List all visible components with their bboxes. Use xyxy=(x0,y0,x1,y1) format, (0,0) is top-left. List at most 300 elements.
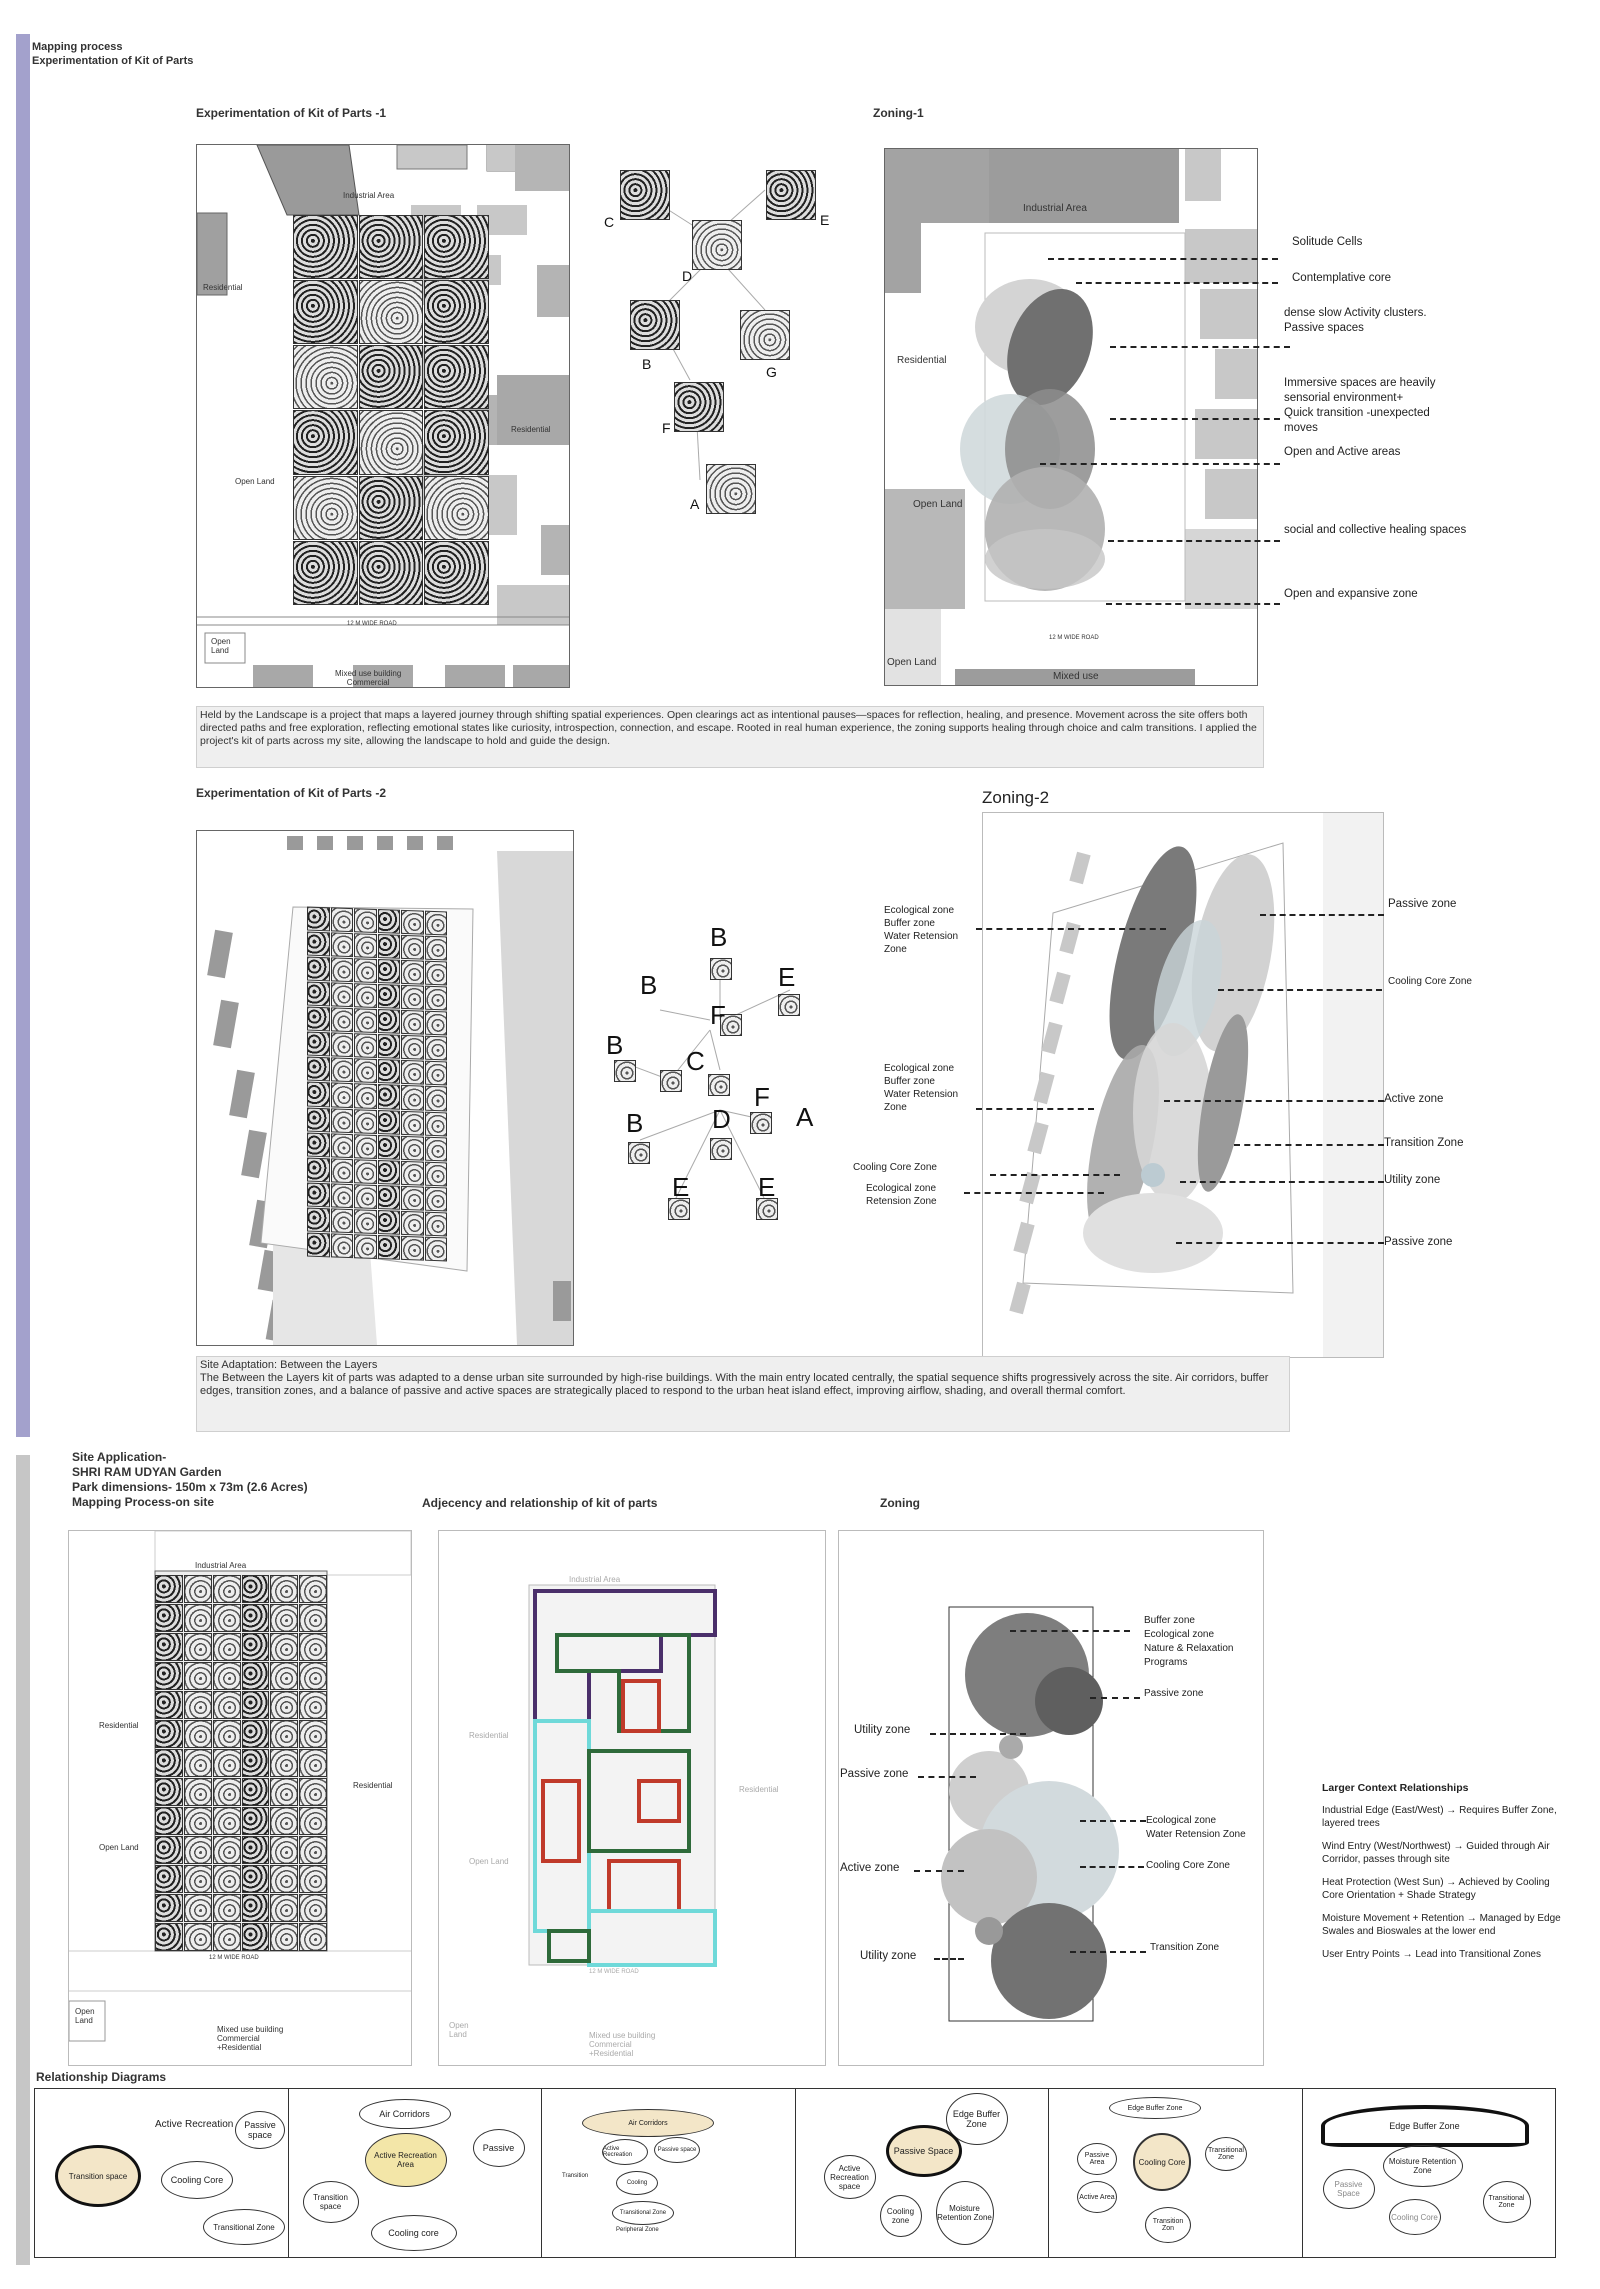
kit1-tile xyxy=(359,345,424,409)
pattern-tile xyxy=(401,960,424,985)
zoning1-label-expansive: Open and expansive zone xyxy=(1284,588,1418,600)
zoning3-leader xyxy=(914,1870,964,1872)
pattern-tile xyxy=(425,911,448,936)
kit2-site-plan xyxy=(196,830,574,1346)
pattern-tile xyxy=(378,909,401,934)
pattern-tile xyxy=(213,1923,241,1951)
kit1-tile xyxy=(293,215,358,279)
zoning1-leader xyxy=(1110,346,1290,348)
pattern-tile xyxy=(155,1836,183,1864)
kit1-tile xyxy=(359,541,424,605)
pattern-tile xyxy=(242,1778,270,1806)
kit1-part-f xyxy=(674,382,724,432)
pattern-tile xyxy=(213,1604,241,1632)
pattern-tile xyxy=(184,1662,212,1690)
site-mapping-residential-right: Residential xyxy=(353,1781,393,1790)
rd5-transition: Transition Zon xyxy=(1145,2207,1191,2243)
pattern-tile xyxy=(184,1923,212,1951)
pattern-tile xyxy=(242,1749,270,1777)
kit1-letter-c: C xyxy=(604,214,615,230)
zoning1-label-immersive: Immersive spaces are heavily sensorial environment+ Quick transition -unexpected moves xyxy=(1284,377,1436,434)
pattern-tile xyxy=(378,1235,401,1260)
pattern-tile xyxy=(242,1836,270,1864)
kit2-letter: B xyxy=(606,1030,624,1060)
pattern-tile xyxy=(307,1182,330,1207)
context-item: Heat Protection (West Sun) → Achieved by Cooling Core Orientation + Shade Strategy xyxy=(1322,1877,1550,1901)
pattern-tile xyxy=(378,934,401,959)
pattern-tile xyxy=(331,932,354,957)
pattern-tile xyxy=(331,983,354,1008)
accent-bar-bottom xyxy=(16,1455,30,2265)
zoning1-leader xyxy=(1110,418,1280,420)
pattern-tile xyxy=(270,1778,298,1806)
rd2-air: Air Corridors xyxy=(359,2099,451,2129)
zoning3-leader xyxy=(930,1733,1026,1735)
pattern-tile xyxy=(307,982,330,1007)
pattern-tile xyxy=(331,1033,354,1058)
kit2-part xyxy=(660,1070,682,1092)
adjacency-openland-bottom: Open Land xyxy=(449,2021,469,2039)
site-app-mapping-title: Mapping Process-on site xyxy=(72,1495,215,1509)
zoning1-label-dense: dense slow Activity clusters. Passive spaces xyxy=(1284,307,1427,334)
kit2-part xyxy=(710,1138,732,1160)
kit1-letter-a: A xyxy=(690,496,700,512)
pattern-tile xyxy=(155,1923,183,1951)
zoning2-leader xyxy=(976,1108,1094,1110)
zoning2-leader xyxy=(976,928,1166,930)
adjacency-drawing xyxy=(439,1531,825,2065)
pattern-tile xyxy=(242,1691,270,1719)
pattern-tile xyxy=(307,1107,330,1132)
pattern-tile xyxy=(213,1778,241,1806)
pattern-tile xyxy=(155,1662,183,1690)
context-item: User Entry Points → Lead into Transitional Zones xyxy=(1322,1949,1541,1960)
kit1-tile xyxy=(359,410,424,474)
zoning1-label-contemplative: Contemplative core xyxy=(1292,272,1392,284)
pattern-tile xyxy=(425,1061,448,1086)
zoning2-leader xyxy=(1164,1100,1384,1102)
zoning3-right-label: Cooling Core Zone xyxy=(1146,1860,1230,1871)
zoning2-left-label: Cooling Core Zone xyxy=(853,1162,937,1173)
kit2-part xyxy=(710,958,732,980)
pattern-tile xyxy=(213,1807,241,1835)
pattern-tile xyxy=(425,1237,448,1262)
pattern-tile xyxy=(354,1209,377,1234)
zoning3-right-label: Passive zone xyxy=(1144,1688,1204,1699)
zoning1-openland-label: Open Land xyxy=(913,499,963,510)
zoning2-right-label: Passive zone xyxy=(1388,898,1457,910)
pattern-tile xyxy=(299,1575,327,1603)
pattern-tile xyxy=(184,1633,212,1661)
pattern-tile xyxy=(378,984,401,1009)
zoning1-openland-bottom-label: Open Land xyxy=(887,657,937,668)
pattern-tile xyxy=(354,1008,377,1033)
pattern-tile xyxy=(184,1749,212,1777)
site-mapping-plan xyxy=(68,1530,412,2066)
pattern-tile xyxy=(270,1662,298,1690)
pattern-tile xyxy=(242,1720,270,1748)
kit1-mixed-label: Mixed use building Commercial xyxy=(335,669,402,687)
pattern-tile xyxy=(354,958,377,983)
kit2-letter: F xyxy=(710,1000,726,1030)
pattern-tile xyxy=(155,1865,183,1893)
kit1-road-label: 12 M WIDE ROAD xyxy=(347,621,397,627)
zoning3-right-label: Ecological zone Water Retension Zone xyxy=(1146,1815,1246,1840)
site-mapping-residential-left: Residential xyxy=(99,1721,139,1730)
zoning3-left-label: Active zone xyxy=(840,1862,900,1874)
zoning2-leader xyxy=(964,1192,1104,1194)
kit1-industrial-label: Industrial Area xyxy=(343,191,395,200)
pattern-tile xyxy=(378,1034,401,1059)
zoning3-title: Zoning xyxy=(880,1496,920,1510)
rd6-edge: Edge Buffer Zone xyxy=(1321,2105,1529,2147)
pattern-tile xyxy=(270,1691,298,1719)
pattern-tile xyxy=(401,985,424,1010)
kit2-letter: C xyxy=(686,1046,705,1076)
pattern-tile xyxy=(213,1836,241,1864)
kit1-tile xyxy=(424,215,489,279)
site-mapping-mixed: Mixed use building Commercial +Residential xyxy=(217,2025,284,2052)
pattern-tile xyxy=(213,1720,241,1748)
kit2-letter: A xyxy=(796,1102,814,1132)
rd6-cooling: Cooling Core xyxy=(1389,2199,1441,2235)
kit2-letter: F xyxy=(754,1082,770,1112)
pattern-tile xyxy=(307,1007,330,1032)
pattern-tile xyxy=(299,1720,327,1748)
pattern-tile xyxy=(354,1159,377,1184)
kit1-tile xyxy=(293,541,358,605)
kit1-part-g xyxy=(740,310,790,360)
rd3-cooling: Cooling xyxy=(616,2171,658,2195)
zoning3-leader xyxy=(1010,1630,1130,1632)
kit1-tile xyxy=(359,215,424,279)
zoning3-plan xyxy=(838,1530,1264,2066)
pattern-tile xyxy=(307,1057,330,1082)
pattern-tile xyxy=(401,1161,424,1186)
adjacency-plan xyxy=(438,1530,826,2066)
pattern-tile xyxy=(270,1865,298,1893)
rd2-active: Active Recreation Area xyxy=(365,2133,447,2187)
pattern-tile xyxy=(270,1720,298,1748)
kit1-part-c xyxy=(620,170,670,220)
pattern-tile xyxy=(299,1836,327,1864)
pattern-tile xyxy=(155,1575,183,1603)
pattern-tile xyxy=(184,1894,212,1922)
pattern-tile xyxy=(307,1132,330,1157)
kit2-part xyxy=(628,1142,650,1164)
pattern-tile xyxy=(155,1691,183,1719)
zoning1-title: Zoning-1 xyxy=(873,106,924,120)
context-panel xyxy=(1322,1782,1562,1961)
pattern-tile xyxy=(299,1749,327,1777)
relationship-diagram-1 xyxy=(35,2089,289,2257)
pattern-tile xyxy=(425,1086,448,1111)
rd1-transition: Transition space xyxy=(55,2145,141,2207)
relationship-diagram-5 xyxy=(1049,2089,1303,2257)
pattern-tile xyxy=(401,1035,424,1060)
pattern-tile xyxy=(270,1923,298,1951)
kit1-part-d xyxy=(692,220,742,270)
pattern-tile xyxy=(155,1894,183,1922)
pattern-tile xyxy=(155,1604,183,1632)
pattern-tile xyxy=(354,1059,377,1084)
adjacency-residential-left: Residential xyxy=(469,1731,509,1740)
pattern-tile xyxy=(378,1009,401,1034)
pattern-tile xyxy=(331,1158,354,1183)
pattern-tile xyxy=(307,1207,330,1232)
zoning1-label-open-active: Open and Active areas xyxy=(1284,446,1401,458)
rd5-transitional: Transitional Zone xyxy=(1205,2137,1247,2171)
pattern-tile xyxy=(331,1008,354,1033)
zoning1-leader xyxy=(1108,540,1280,542)
pattern-tile xyxy=(184,1604,212,1632)
kit1-tile xyxy=(424,280,489,344)
header-line-1: Mapping process xyxy=(32,41,123,53)
description-1: Held by the Landscape is a project that maps a layered journey through shifting spatial experiences. Open clearings act as intentional pauses—spaces for reflection, healing, and presence. Movement across the site offers both directed paths and free exploration, reflecting emotional states like curiosity, introspection, connection, and escape. Rooted in real human experience, the zoning supports healing through choice and calm transitions. I applied the project's kit of parts across my site, allowing the landscape to hold and guide the design. xyxy=(196,706,1264,768)
kit1-letter-e: E xyxy=(820,212,830,228)
pattern-tile xyxy=(307,1032,330,1057)
kit2-part xyxy=(750,1112,772,1134)
pattern-tile xyxy=(184,1778,212,1806)
pattern-tile xyxy=(155,1749,183,1777)
rd3-peripheral: Peripheral Zone xyxy=(616,2227,659,2233)
relationship-diagram-3 xyxy=(542,2089,796,2257)
pattern-tile xyxy=(425,1212,448,1237)
pattern-tile xyxy=(378,1210,401,1235)
pattern-tile xyxy=(378,1135,401,1160)
kit1-tile xyxy=(293,410,358,474)
zoning3-leader xyxy=(1080,1866,1144,1868)
relationship-title: Relationship Diagrams xyxy=(36,2070,167,2084)
kit1-letter-d: D xyxy=(682,268,693,284)
zoning2-leader xyxy=(1234,1144,1384,1146)
rd6-moisture: Moisture Retention Zone xyxy=(1383,2145,1463,2187)
pattern-tile xyxy=(155,1633,183,1661)
rd4-edge: Edge Buffer Zone xyxy=(946,2093,1008,2145)
pattern-tile xyxy=(155,1807,183,1835)
zoning2-leader xyxy=(1180,1181,1384,1183)
pattern-tile xyxy=(401,1010,424,1035)
zoning3-right-label: Buffer zone Ecological zone Nature & Relaxation Programs xyxy=(1144,1615,1234,1668)
kit2-texture-grid xyxy=(307,907,447,1262)
kit1-tile xyxy=(359,280,424,344)
pattern-tile xyxy=(299,1778,327,1806)
zoning3-left-label: Utility zone xyxy=(860,1950,917,1962)
kit1-letter-f: F xyxy=(662,420,671,436)
pattern-tile xyxy=(354,1234,377,1259)
adjacency-residential-right: Residential xyxy=(739,1785,779,1794)
rd1-cooling: Cooling Core xyxy=(161,2161,233,2199)
zoning2-left-label: Ecological zone Buffer zone Water Retension Zone xyxy=(884,905,959,955)
description-2: Site Adaptation: Between the Layers The Between the Layers kit of parts was adapted to a dense urban site surrounded by high-rise buildings. With the main entry located centrally, the spatial sequence shifts progressively across the site. Air corridors, buffer edges, transition zones, and a balance of passive and active spaces are strategically placed to respond to the urban heat island effect, improving airflow, shading, and overall thermal comfort. xyxy=(196,1356,1290,1432)
pattern-tile xyxy=(425,961,448,986)
pattern-tile xyxy=(354,1109,377,1134)
pattern-tile xyxy=(331,907,354,932)
pattern-tile xyxy=(425,1186,448,1211)
zoning2-right-label: Transition Zone xyxy=(1384,1137,1464,1149)
rd3-passive: Passive space xyxy=(654,2137,700,2163)
pattern-tile xyxy=(378,1185,401,1210)
zoning2-drawing xyxy=(983,813,1383,1357)
pattern-tile xyxy=(213,1749,241,1777)
zoning2-leader xyxy=(1176,1242,1384,1244)
pattern-tile xyxy=(378,1059,401,1084)
pattern-tile xyxy=(307,907,330,932)
rd6-passive: Passive Space xyxy=(1323,2169,1375,2209)
pattern-tile xyxy=(331,1058,354,1083)
rd5-edge: Edge Buffer Zone xyxy=(1109,2097,1201,2119)
pattern-tile xyxy=(270,1749,298,1777)
kit1-part-e xyxy=(766,170,816,220)
relationship-strip xyxy=(34,2088,1556,2258)
pattern-tile xyxy=(299,1691,327,1719)
pattern-tile xyxy=(354,908,377,933)
rd4-passive: Passive Space xyxy=(886,2125,962,2177)
pattern-tile xyxy=(270,1836,298,1864)
pattern-tile xyxy=(331,1233,354,1258)
pattern-tile xyxy=(331,1083,354,1108)
pattern-tile xyxy=(299,1894,327,1922)
context-item: Moisture Movement + Retention → Managed by Edge Swales and Bioswales at the lower end xyxy=(1322,1913,1561,1937)
kit1-texture-grid xyxy=(293,215,489,605)
zoning2-leader xyxy=(1260,914,1384,916)
pattern-tile xyxy=(242,1807,270,1835)
pattern-tile xyxy=(270,1575,298,1603)
pattern-tile xyxy=(331,1133,354,1158)
accent-bar-top xyxy=(16,34,30,1437)
pattern-tile xyxy=(270,1807,298,1835)
relationship-diagram-6 xyxy=(1303,2089,1556,2257)
rd2-passive: Passive xyxy=(473,2129,525,2167)
rd4-moisture: Moisture Retention Zone xyxy=(936,2181,994,2245)
kit1-tile xyxy=(293,476,358,540)
site-mapping-road: 12 M WIDE ROAD xyxy=(209,1955,259,1961)
rd3-air: Air Corridors xyxy=(582,2109,714,2137)
kit1-part-b xyxy=(630,300,680,350)
context-item: Industrial Edge (East/West) → Requires Buffer Zone, layered trees xyxy=(1322,1805,1557,1829)
kit2-part xyxy=(614,1060,636,1082)
pattern-tile xyxy=(425,1036,448,1061)
site-app-header xyxy=(72,1450,308,1510)
zoning1-label-social: social and collective healing spaces xyxy=(1284,524,1467,536)
pattern-tile xyxy=(213,1691,241,1719)
zoning1-road-label: 12 M WIDE ROAD xyxy=(1049,635,1099,641)
pattern-tile xyxy=(184,1691,212,1719)
zoning3-leader xyxy=(1070,1951,1146,1953)
pattern-tile xyxy=(270,1633,298,1661)
pattern-tile xyxy=(155,1778,183,1806)
relationship-diagram-2 xyxy=(289,2089,543,2257)
zoning3-leader xyxy=(1080,1820,1146,1822)
context-title: Larger Context Relationships xyxy=(1322,1782,1469,1794)
rd5-cooling: Cooling Core xyxy=(1133,2133,1191,2191)
kit2-part xyxy=(778,994,800,1016)
zoning1-industrial-label: Industrial Area xyxy=(1023,203,1087,214)
pattern-tile xyxy=(213,1633,241,1661)
zoning2-right-label: Utility zone xyxy=(1384,1174,1441,1186)
pattern-tile xyxy=(378,959,401,984)
pattern-tile xyxy=(401,1135,424,1160)
rd2-cooling: Cooling core xyxy=(371,2215,457,2251)
zoning3-leader xyxy=(1090,1697,1140,1699)
adjacency-title: Adjecency and relationship of kit of parts xyxy=(422,1496,658,1510)
pattern-tile xyxy=(299,1807,327,1835)
zoning1-leader xyxy=(1048,258,1278,260)
pattern-tile xyxy=(299,1633,327,1661)
kit1-residential-left-label: Residential xyxy=(203,283,243,292)
kit2-part xyxy=(708,1074,730,1096)
kit2-letter: B xyxy=(640,970,658,1000)
rd3-transitional: Transitional Zone xyxy=(612,2201,674,2225)
kit1-tile xyxy=(424,476,489,540)
kit1-tile xyxy=(424,541,489,605)
zoning2-right-label: Passive zone xyxy=(1384,1236,1453,1248)
adjacency-mixed: Mixed use building Commercial +Residential xyxy=(589,2031,656,2058)
zoning1-plan xyxy=(884,148,1258,686)
adjacency-road: 12 M WIDE ROAD xyxy=(589,1969,639,1975)
pattern-tile xyxy=(401,1060,424,1085)
pattern-tile xyxy=(307,1082,330,1107)
pattern-tile xyxy=(425,936,448,961)
kit1-tile xyxy=(424,345,489,409)
pattern-tile xyxy=(213,1575,241,1603)
zoning2-leader xyxy=(1218,989,1382,991)
pattern-tile xyxy=(299,1923,327,1951)
pattern-tile xyxy=(378,1110,401,1135)
zoning2-left-label: Ecological zone Buffer zone Water Retension Zone xyxy=(884,1063,959,1113)
zoning1-leader xyxy=(1076,282,1278,284)
pattern-tile xyxy=(331,1183,354,1208)
zoning1-leader xyxy=(1040,463,1280,465)
pattern-tile xyxy=(242,1604,270,1632)
pattern-tile xyxy=(184,1836,212,1864)
adjacency-industrial: Industrial Area xyxy=(569,1575,621,1584)
pattern-tile xyxy=(401,1110,424,1135)
pattern-tile xyxy=(184,1720,212,1748)
site-mapping-openland: Open Land xyxy=(99,1843,139,1852)
rd1-transitional: Transitional Zone xyxy=(203,2209,285,2245)
kit1-part-a xyxy=(706,464,756,514)
pattern-tile xyxy=(213,1662,241,1690)
pattern-tile xyxy=(299,1865,327,1893)
rd4-active: Active Recreation space xyxy=(824,2155,876,2199)
pattern-tile xyxy=(184,1865,212,1893)
pattern-tile xyxy=(299,1604,327,1632)
pattern-tile xyxy=(307,932,330,957)
rd1-passive: Passive space xyxy=(235,2111,285,2149)
pattern-tile xyxy=(307,957,330,982)
kit2-parts-diagram xyxy=(600,910,830,1240)
zoning3-left-label: Passive zone xyxy=(840,1768,909,1780)
kit2-letter: E xyxy=(778,962,796,992)
pattern-tile xyxy=(213,1894,241,1922)
page-header xyxy=(32,40,193,68)
kit2-letter: B xyxy=(626,1108,644,1138)
rd4-cooling: Cooling zone xyxy=(880,2195,922,2237)
kit2-letter: B xyxy=(710,922,728,952)
pattern-tile xyxy=(331,1108,354,1133)
pattern-tile xyxy=(354,1084,377,1109)
kit2-letter: D xyxy=(712,1104,731,1134)
pattern-tile xyxy=(401,1085,424,1110)
rd6-transitional: Transitional Zone xyxy=(1483,2181,1531,2223)
kit1-residential-right-label: Residential xyxy=(511,425,551,434)
pattern-tile xyxy=(331,1208,354,1233)
pattern-tile xyxy=(242,1894,270,1922)
rd3-active: Active Recreation xyxy=(602,2139,648,2165)
pattern-tile xyxy=(213,1865,241,1893)
pattern-tile xyxy=(425,1161,448,1186)
